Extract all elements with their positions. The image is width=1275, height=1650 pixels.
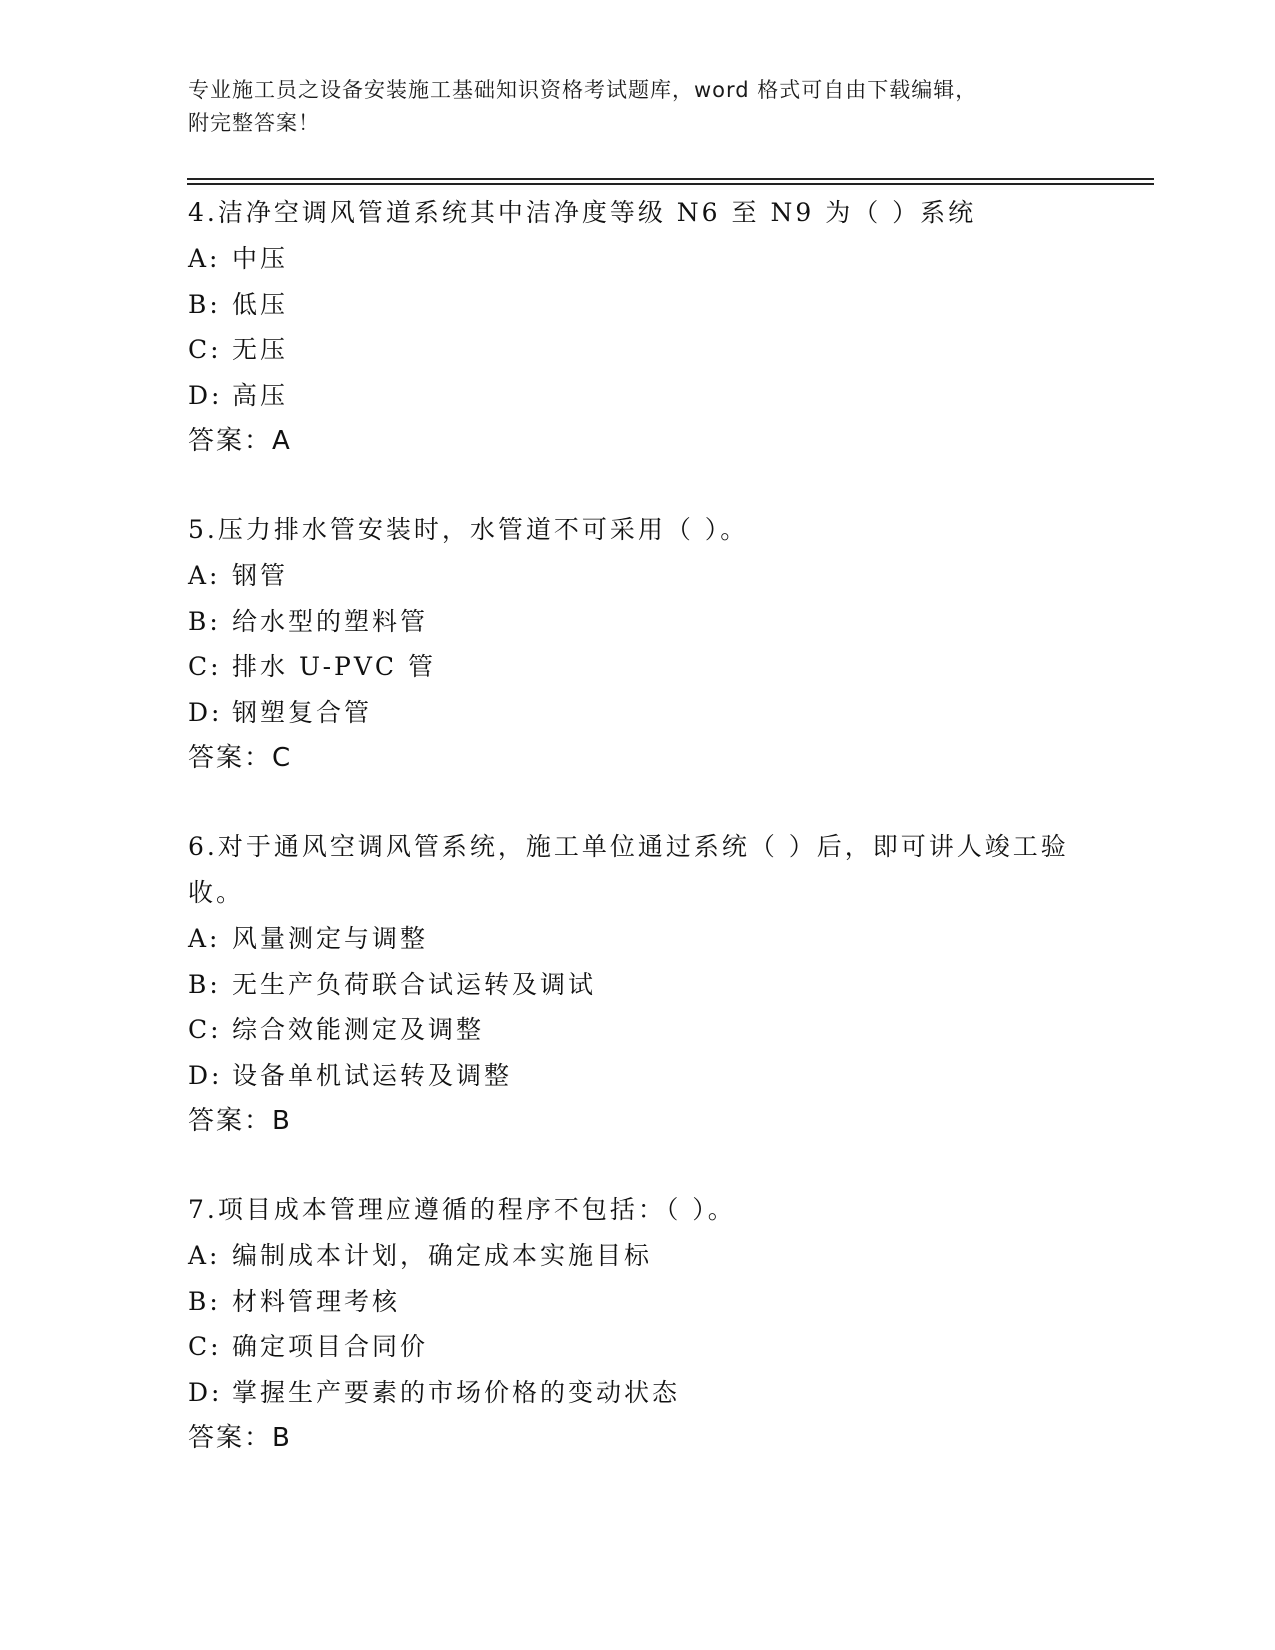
option-text: 综合效能测定及调整 [232,1015,485,1044]
question-5 [188,507,1088,781]
option-c [188,644,1088,690]
question-6 [188,824,1088,1144]
option-a [188,553,1088,599]
option-text: 低压 [232,289,289,319]
option-text: 风量测定与调整 [232,924,429,953]
option-b [188,599,1088,645]
option-letter: A: [188,561,221,590]
option-letter: A: [188,1241,221,1270]
option-a [188,1233,1088,1279]
option-a [188,916,1088,962]
option-text: 无生产负荷联合试运转及调试 [232,969,597,999]
option-letter: A: [188,924,221,953]
option-d [188,1053,1088,1099]
question-stem: 6.对于通风空调风管系统，施工单位通过系统（ ）后，即可讲人竣工验收。 [188,832,1069,907]
option-letter: D: [188,1060,223,1090]
option-letter: D: [188,380,223,410]
option-letter: D: [188,697,223,727]
option-text: 钢塑复合管 [232,697,373,727]
question-stem: 5.压力排水管安装时，水管道不可采用（ ）。 [188,515,749,544]
option-text: 钢管 [232,561,289,590]
answer-line: 答案：A [188,426,292,456]
answer-line: 答案：C [188,743,293,773]
option-letter: C: [188,1332,222,1361]
option-text: 掌握生产要素的市场价格的变动状态 [232,1377,681,1407]
document-header [188,74,1088,140]
question-stem: 7.项目成本管理应遵循的程序不包括：（ ）。 [188,1195,736,1224]
option-letter: C: [188,1015,222,1044]
option-c [188,1007,1088,1053]
option-c [188,327,1088,373]
option-letter: D: [188,1377,223,1407]
option-text: 确定项目合同价 [232,1332,429,1361]
header-line-1: 专业施工员之设备安装施工基础知识资格考试题库，word 格式可自由下载编辑， [188,78,978,102]
option-letter: B: [188,289,221,319]
option-d [188,373,1088,419]
option-b [188,962,1088,1008]
option-letter: B: [188,969,221,999]
question-4 [188,190,1088,464]
option-text: 排水 U-PVC 管 [232,652,436,681]
option-text: 编制成本计划，确定成本实施目标 [232,1241,653,1270]
option-letter: C: [188,652,222,681]
answer-line: 答案：B [188,1106,292,1136]
option-text: 中压 [232,244,289,273]
option-text: 高压 [232,380,289,410]
option-text: 设备单机试运转及调整 [232,1060,513,1090]
question-7 [188,1187,1088,1461]
option-c [188,1324,1088,1370]
option-text: 无压 [232,335,289,364]
option-letter: B: [188,606,221,636]
question-stem: 4.洁净空调风管道系统其中洁净度等级 N6 至 N9 为（ ）系统 [188,198,977,227]
question-list [188,190,1088,1504]
header-line-2: 附完整答案！ [188,111,320,135]
option-b [188,282,1088,328]
option-a [188,236,1088,282]
option-letter: B: [188,1286,221,1316]
option-text: 给水型的塑料管 [232,606,429,636]
option-letter: A: [188,244,221,273]
header-divider-top [187,178,1154,180]
answer-line: 答案：B [188,1423,292,1453]
option-b [188,1279,1088,1325]
header-divider-bottom [187,183,1154,185]
option-text: 材料管理考核 [232,1286,401,1316]
option-d [188,690,1088,736]
option-d [188,1370,1088,1416]
option-letter: C: [188,335,222,364]
